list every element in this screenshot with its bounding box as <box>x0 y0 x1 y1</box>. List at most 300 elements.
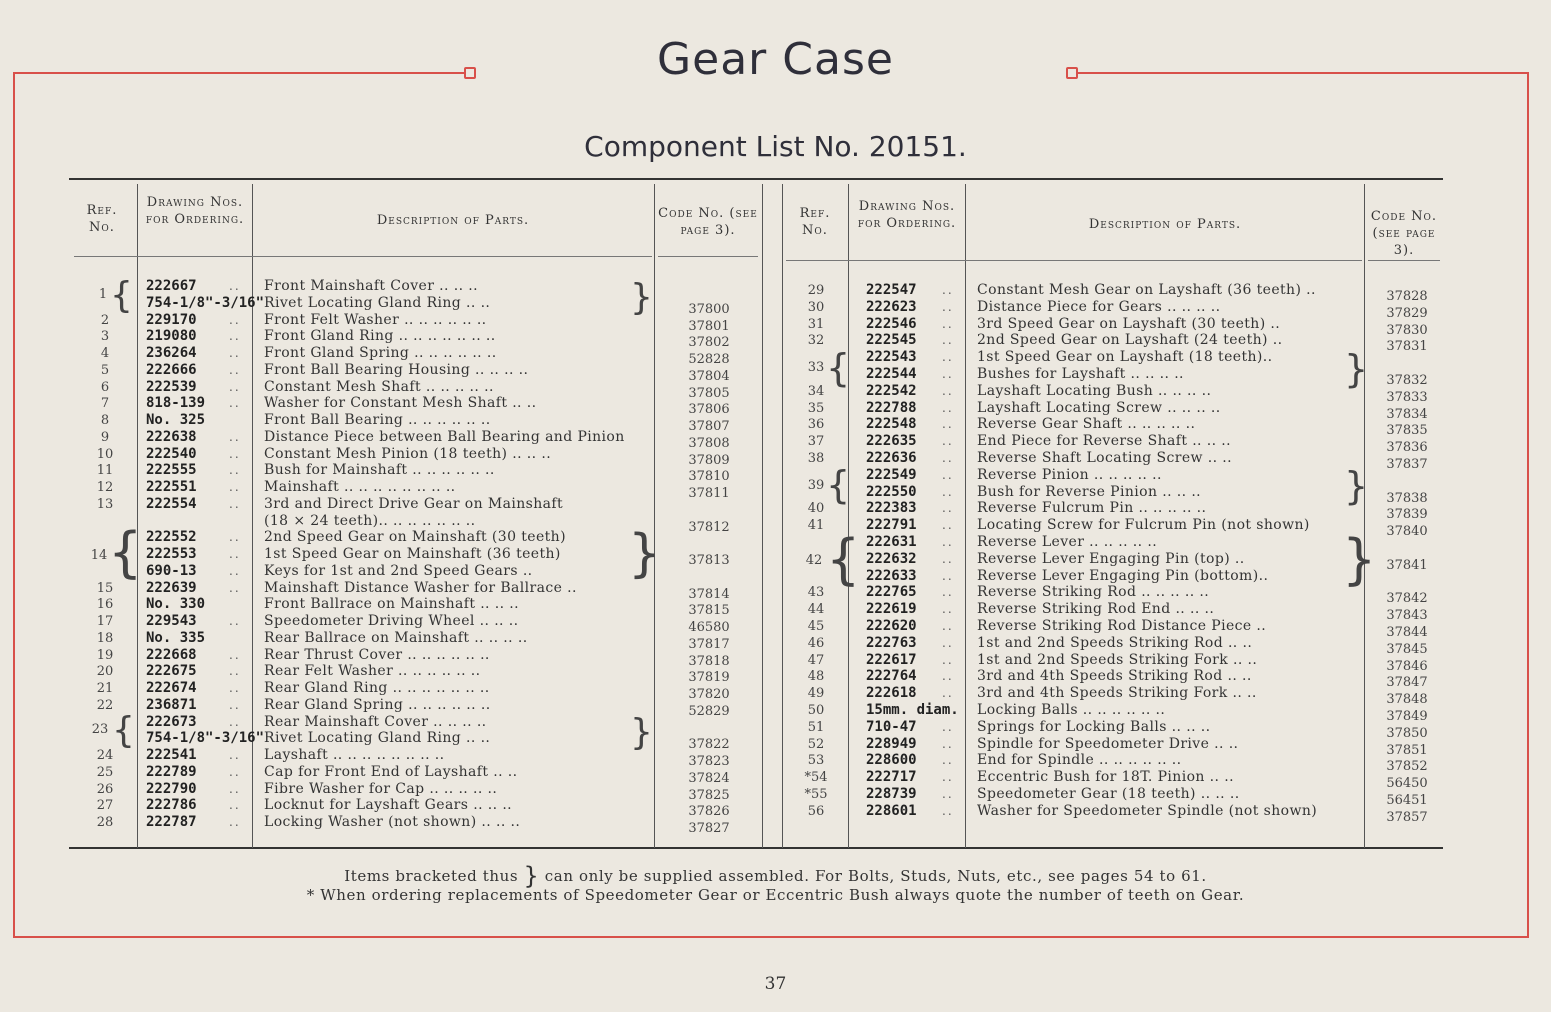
code-number-cell: 37834 <box>1386 406 1428 422</box>
ref-cell: 44 <box>807 602 825 618</box>
code-number-cell: 52828 <box>688 352 730 367</box>
part-description-cell: Rivet Locating Gland Ring .. .. <box>264 730 491 747</box>
ref-cell: 35 <box>807 400 825 416</box>
drawing-number-cell: 229170 <box>146 311 197 328</box>
drawing-number-cell: 222787 <box>146 814 197 830</box>
part-description-cell: Washer for Speedometer Spindle (not shown) <box>977 802 1318 819</box>
part-description-cell: 3rd and Direct Drive Gear on Mainshaft <box>264 495 564 512</box>
table-row <box>0 568 1551 585</box>
code-number-cell: 37809 <box>688 452 730 468</box>
part-description-cell: Constant Mesh Shaft .. .. .. .. .. <box>264 378 494 395</box>
ref-cell: 8 <box>100 413 110 428</box>
code-number-cell: 37835 <box>1386 423 1428 439</box>
code-number-cell: 37839 <box>1386 507 1428 523</box>
left-brace: { <box>826 528 861 591</box>
code-number-cell: 37851 <box>1386 742 1428 758</box>
leader-dots: .. <box>229 530 241 545</box>
code-number-cell: 37817 <box>688 636 730 652</box>
drawing-number-cell: 222547 <box>866 282 917 298</box>
drawing-number-cell: 818-139 <box>146 395 206 412</box>
leader-dots: .. <box>942 803 954 818</box>
ref-cell: 46 <box>807 635 825 651</box>
part-description-cell: Mainshaft .. .. .. .. .. .. .. .. <box>264 479 456 495</box>
part-description-cell: Bush for Mainshaft .. .. .. .. .. .. <box>264 462 495 479</box>
code-number-cell: 37847 <box>1386 675 1428 691</box>
ref-cell: 13 <box>96 496 114 512</box>
ref-cell: 52 <box>807 736 825 752</box>
leader-dots: .. <box>942 635 954 650</box>
drawing-number-cell: 222631 <box>866 534 917 550</box>
part-description-cell: Locknut for Layshaft Gears .. .. .. <box>264 797 513 814</box>
right-brace: } <box>628 524 662 584</box>
part-description-cell: 1st Speed Gear on Layshaft (18 teeth).. <box>977 349 1273 366</box>
leader-dots: .. <box>942 400 954 415</box>
footer-brace-icon: } <box>523 862 540 890</box>
drawing-number-cell: 222545 <box>866 332 917 349</box>
leader-dots: .. <box>229 396 241 411</box>
code-number-cell: 37810 <box>688 469 730 485</box>
part-description-cell: Front Ball Bearing .. .. .. .. .. .. <box>264 412 491 428</box>
drawing-number-cell: 222548 <box>866 416 917 433</box>
part-description-cell: Rear Mainshaft Cover .. .. .. .. <box>264 713 487 730</box>
ref-cell: 37 <box>807 434 825 450</box>
leader-dots: .. <box>942 535 954 549</box>
part-description-cell: Constant Mesh Pinion (18 teeth) .. .. .. <box>264 445 552 462</box>
table-row <box>0 534 1551 551</box>
code-number-cell: 37802 <box>688 335 730 351</box>
header-code-right: Code No. (see page 3). <box>1370 209 1438 258</box>
code-number-cell: 37828 <box>1386 289 1428 304</box>
leader-dots: .. <box>229 329 241 344</box>
code-number-cell: 37845 <box>1386 641 1428 657</box>
footer-note-1a: Items bracketed thus <box>344 867 519 885</box>
drawing-number-cell: 222636 <box>866 450 917 466</box>
leader-dots: .. <box>229 748 241 762</box>
drawing-number-cell: 222551 <box>146 479 197 495</box>
part-description-cell: Washer for Constant Mesh Shaft .. .. <box>264 395 537 412</box>
ref-cell: *55 <box>804 787 828 802</box>
leader-dots: .. <box>229 547 241 561</box>
part-description-cell: 2nd Speed Gear on Layshaft (24 teeth) .. <box>977 332 1283 349</box>
part-description-cell: Reverse Lever Engaging Pin (bottom).. <box>977 567 1269 584</box>
leader-dots: .. <box>229 496 241 511</box>
part-description-cell: Front Mainshaft Cover .. .. .. <box>264 278 478 294</box>
part-description-cell: 1st and 2nd Speeds Striking Fork .. .. <box>977 651 1258 668</box>
footer-note-1b: can only be supplied assembled. For Bolts, Studs, Nuts, etc., see pages 54 to 61. <box>544 867 1207 885</box>
part-description-cell: Bushes for Layshaft .. .. .. .. <box>977 366 1184 382</box>
part-description-cell: Reverse Fulcrum Pin .. .. .. .. .. <box>977 500 1207 517</box>
drawing-number-cell: 228949 <box>866 735 917 752</box>
part-description-cell: Front Gland Spring .. .. .. .. .. .. <box>264 345 497 361</box>
ref-cell: 6 <box>100 379 110 395</box>
part-description-cell: Reverse Shaft Locating Screw .. .. <box>977 450 1232 466</box>
leader-dots: .. <box>942 770 954 785</box>
left-brace: { <box>826 346 851 390</box>
leader-dots: .. <box>229 697 241 712</box>
drawing-number-cell: 219080 <box>146 328 197 345</box>
drawing-number-cell: 222788 <box>866 399 917 416</box>
ref-cell: 11 <box>96 463 114 479</box>
code-number-cell: 37843 <box>1386 608 1428 624</box>
part-description-cell: Reverse Lever .. .. .. .. .. <box>977 534 1158 550</box>
drawing-number-cell: 222790 <box>146 780 197 797</box>
header-underline <box>74 256 652 257</box>
group-ref-39: 39 <box>807 478 825 493</box>
drawing-number-cell: 236871 <box>146 696 197 713</box>
code-number-cell: 37840 <box>1386 524 1428 540</box>
code-number-cell: 52829 <box>688 703 730 719</box>
part-description-cell: Reverse Gear Shaft .. .. .. .. .. <box>977 416 1196 433</box>
header-code-left: Code No. (see page 3). <box>658 206 758 238</box>
right-brace: } <box>630 277 653 318</box>
part-description-cell: Speedometer Gear (18 teeth) .. .. .. <box>977 786 1240 802</box>
part-description-cell: Front Ball Bearing Housing .. .. .. .. <box>264 361 529 378</box>
ref-cell: 15 <box>96 580 114 596</box>
leader-dots: .. <box>942 518 954 533</box>
leader-dots: .. <box>942 602 954 617</box>
header-description-left: Description of Parts. <box>376 213 530 228</box>
ref-cell: 2 <box>100 312 110 328</box>
code-number-cell: 37811 <box>688 486 730 501</box>
drawing-number-cell: 222541 <box>146 747 197 763</box>
part-description-cell: Reverse Striking Rod .. .. .. .. .. <box>977 584 1210 601</box>
drawing-number-cell: 222620 <box>866 618 917 634</box>
ref-cell: 34 <box>807 383 825 399</box>
leader-dots: .. <box>942 467 954 482</box>
leader-dots: .. <box>942 367 954 381</box>
drawing-number-cell: 222546 <box>866 315 917 332</box>
part-description-cell: Rear Thrust Cover .. .. .. .. .. .. <box>264 646 490 663</box>
ref-cell: 36 <box>807 417 825 433</box>
leader-dots: .. <box>229 580 241 595</box>
part-description-cell: Rear Gland Spring .. .. .. .. .. .. <box>264 696 491 713</box>
drawing-number-cell: 222553 <box>146 546 197 562</box>
leader-dots: .. <box>942 568 954 583</box>
leader-dots: .. <box>229 463 241 478</box>
leader-dots: .. <box>229 563 241 578</box>
leader-dots: .. <box>229 764 241 779</box>
code-number-cell: 37812 <box>688 519 730 535</box>
code-number-cell: 37829 <box>1386 305 1428 321</box>
drawing-number-cell: 15mm. diam. <box>866 702 959 718</box>
code-number-cell: 37838 <box>1386 490 1428 506</box>
drawing-number-cell: 222638 <box>146 428 197 445</box>
part-description-cell: Mainshaft Distance Washer for Ballrace .. <box>264 579 577 596</box>
code-number-cell: 37800 <box>688 301 730 317</box>
header-ref-left: Ref. No. <box>86 203 118 235</box>
ref-cell: 49 <box>807 686 825 702</box>
ref-cell: 51 <box>807 719 825 735</box>
drawing-number-cell: 228601 <box>866 802 917 819</box>
drawing-number-cell: 222540 <box>146 445 197 462</box>
code-number-cell: 37833 <box>1386 389 1428 405</box>
table-row <box>0 467 1551 484</box>
ref-cell: 18 <box>96 630 114 646</box>
code-number-cell: 37844 <box>1386 625 1428 640</box>
drawing-number-cell: 228600 <box>866 752 917 769</box>
header-ref-right: Ref. No. <box>799 206 831 238</box>
part-description-cell: Locking Washer (not shown) .. .. .. <box>264 814 521 830</box>
code-number-cell: 37818 <box>688 653 730 669</box>
part-description-cell: Speedometer Driving Wheel .. .. .. <box>264 613 519 629</box>
part-description-cell: Reverse Striking Rod Distance Piece .. <box>977 618 1267 634</box>
ref-cell: 24 <box>96 748 114 763</box>
ref-cell: 9 <box>100 429 110 445</box>
group-ref-42: 42 <box>805 553 823 568</box>
leader-dots: .. <box>942 316 954 331</box>
ref-cell: 41 <box>807 518 825 534</box>
drawing-number-cell: 222552 <box>146 529 197 546</box>
ref-cell: 29 <box>807 283 825 298</box>
code-number-cell: 37850 <box>1386 725 1428 741</box>
part-description-cell: Rear Ballrace on Mainshaft .. .. .. .. <box>264 629 528 646</box>
ref-cell: 21 <box>96 681 114 696</box>
ref-cell: 50 <box>807 703 825 718</box>
ref-cell: 38 <box>807 451 825 466</box>
code-number-cell: 37841 <box>1386 557 1428 573</box>
leader-dots: .. <box>942 383 954 398</box>
ref-cell: 43 <box>807 585 825 601</box>
part-description-cell: 1st Speed Gear on Mainshaft (36 teeth) <box>264 546 561 562</box>
leader-dots: .. <box>942 585 954 600</box>
leader-dots: .. <box>229 446 241 461</box>
code-number-cell: 37814 <box>688 586 730 602</box>
code-number-cell: 37822 <box>688 737 730 753</box>
header-description-right: Description of Parts. <box>1088 217 1242 232</box>
leader-dots: .. <box>942 434 954 449</box>
drawing-number-cell: No. 325 <box>146 412 206 428</box>
leader-dots: .. <box>229 714 241 729</box>
drawing-number-cell: 222623 <box>866 298 917 315</box>
code-number-cell: 37808 <box>688 435 730 451</box>
ref-cell: 45 <box>807 619 825 634</box>
right-brace: } <box>1344 347 1369 391</box>
drawing-number-cell: 222639 <box>146 579 197 596</box>
part-description-cell: Front Ballrace on Mainshaft .. .. .. <box>264 596 520 613</box>
part-description-cell: Keys for 1st and 2nd Speed Gears .. <box>264 562 533 579</box>
part-description-cell: Front Felt Washer .. .. .. .. .. .. <box>264 311 487 328</box>
part-description-cell: End Piece for Reverse Shaft .. .. .. <box>977 433 1232 450</box>
ref-cell: 56 <box>807 803 825 819</box>
group-ref-1: 1 <box>98 287 108 302</box>
ref-cell: 53 <box>807 753 825 769</box>
part-description-cell: Rear Felt Washer .. .. .. .. .. .. <box>264 663 481 680</box>
ref-cell: 22 <box>96 697 114 713</box>
header-drawing-left: Drawing Nos. for Ordering. <box>145 195 245 227</box>
code-number-cell: 37820 <box>688 687 730 702</box>
drawing-number-cell: 690-13 <box>146 562 197 579</box>
part-description-cell: Distance Piece between Ball Bearing and Pinion <box>264 428 625 445</box>
drawing-number-cell: 754-1/8"-3/16" <box>146 294 265 311</box>
code-number-cell: 37823 <box>688 754 730 769</box>
left-brace: { <box>826 463 851 507</box>
code-number-cell: 37815 <box>688 603 730 619</box>
code-number-cell: 37806 <box>688 402 730 418</box>
code-number-cell: 46580 <box>688 620 730 635</box>
drawing-number-cell: 222539 <box>146 378 197 395</box>
code-number-cell: 56451 <box>1386 793 1428 808</box>
ref-cell: 31 <box>807 316 825 332</box>
drawing-number-cell: 710-47 <box>866 718 917 735</box>
code-number-cell: 37831 <box>1386 339 1428 355</box>
drawing-number-cell: 222632 <box>866 550 917 567</box>
drawing-number-cell: 222764 <box>866 668 917 685</box>
part-description-cell: Layshaft .. .. .. .. .. .. .. .. <box>264 747 445 763</box>
code-number-cell: 56450 <box>1386 776 1428 792</box>
leader-dots: .. <box>229 362 241 377</box>
code-number-cell: 37804 <box>688 368 730 384</box>
leader-dots: .. <box>942 501 954 516</box>
code-number-cell: 37836 <box>1386 440 1428 456</box>
part-description-cell: Layshaft Locating Screw .. .. .. .. <box>977 399 1221 416</box>
group-ref-23: 23 <box>91 722 109 737</box>
drawing-number-cell: 222717 <box>866 769 917 786</box>
left-brace: { <box>112 710 135 751</box>
leader-dots: .. <box>942 619 954 633</box>
part-description-cell: Front Gland Ring .. .. .. .. .. .. .. <box>264 328 496 345</box>
drawing-number-cell: 222555 <box>146 462 197 479</box>
part-description-cell: Reverse Striking Rod End .. .. .. <box>977 601 1215 618</box>
code-number-cell: 37842 <box>1386 591 1428 607</box>
drawing-number-cell: 222674 <box>146 680 197 696</box>
right-brace: } <box>1342 528 1377 591</box>
code-number-cell: 37827 <box>688 821 730 836</box>
drawing-number-cell: No. 335 <box>146 629 206 646</box>
drawing-number-cell: 222786 <box>146 797 197 814</box>
leader-dots: .. <box>229 815 241 829</box>
drawing-number-cell: 222619 <box>866 601 917 618</box>
leader-dots: .. <box>942 333 954 348</box>
ref-cell: *54 <box>804 770 828 786</box>
part-description-cell: End for Spindle .. .. .. .. .. .. <box>977 752 1182 769</box>
page-number: 37 <box>764 974 787 994</box>
leader-dots: .. <box>229 312 241 327</box>
part-description-cell: Constant Mesh Gear on Layshaft (36 teeth) .. <box>977 282 1316 298</box>
drawing-number-cell: 222635 <box>866 433 917 450</box>
leader-dots: .. <box>942 484 954 499</box>
ref-cell: 5 <box>100 362 110 378</box>
drawing-number-cell: 236264 <box>146 345 197 361</box>
ref-cell: 27 <box>96 798 114 814</box>
part-description-cell: 3rd Speed Gear on Layshaft (30 teeth) .. <box>977 315 1281 332</box>
code-number-cell: 37830 <box>1386 322 1428 338</box>
ref-cell: 26 <box>96 781 114 797</box>
leader-dots: .. <box>942 787 954 801</box>
drawing-number-cell: 222791 <box>866 517 917 534</box>
drawing-number-cell: 222789 <box>146 763 197 780</box>
leader-dots: .. <box>942 686 954 701</box>
code-number-cell: 37825 <box>688 787 730 803</box>
header-underline <box>1368 260 1440 261</box>
drawing-number-cell: 222765 <box>866 584 917 601</box>
part-description-cell: Spindle for Speedometer Drive .. .. <box>977 735 1239 752</box>
drawing-number-cell: 229543 <box>146 613 197 629</box>
part-description-cell: Layshaft Locating Bush .. .. .. .. <box>977 382 1212 399</box>
code-number-cell: 37849 <box>1386 709 1428 724</box>
leader-dots: .. <box>229 781 241 796</box>
right-brace: } <box>1344 464 1369 508</box>
drawing-number-cell: 222542 <box>866 382 917 399</box>
drawing-number-cell: 222668 <box>146 646 197 663</box>
drawing-number-cell: 754-1/8"-3/16" <box>146 730 265 747</box>
leader-dots: .. <box>229 614 241 628</box>
ref-cell: 16 <box>96 597 114 613</box>
part-description-cell: (18 × 24 teeth).. .. .. .. .. .. .. <box>264 512 476 529</box>
drawing-number-cell: 222550 <box>866 483 917 500</box>
ref-cell: 47 <box>807 652 825 668</box>
part-description-cell: Rivet Locating Gland Ring .. .. <box>264 294 491 311</box>
leader-dots: .. <box>942 669 954 684</box>
group-ref-14: 14 <box>90 548 108 563</box>
leader-dots: .. <box>229 480 241 494</box>
drawing-number-cell: No. 330 <box>146 596 206 613</box>
ref-cell: 4 <box>100 346 110 361</box>
leader-dots: .. <box>229 279 241 293</box>
right-brace: } <box>630 712 653 753</box>
code-number-cell: 37801 <box>688 318 730 334</box>
code-number-cell: 37813 <box>688 553 730 568</box>
header-drawing-right: Drawing Nos. for Ordering. <box>857 199 957 231</box>
part-description-cell: Locking Balls .. .. .. .. .. .. <box>977 702 1166 718</box>
ref-cell: 10 <box>96 446 114 462</box>
code-number-cell: 37805 <box>688 385 730 401</box>
drawing-number-cell: 222618 <box>866 685 917 702</box>
leader-dots: .. <box>942 736 954 751</box>
leader-dots: .. <box>942 652 954 667</box>
drawing-number-cell: 222667 <box>146 278 197 294</box>
drawing-number-cell: 222633 <box>866 567 917 584</box>
ref-cell: 48 <box>807 669 825 685</box>
group-ref-33: 33 <box>807 360 825 375</box>
code-number-cell: 37824 <box>688 770 730 786</box>
drawing-number-cell: 222763 <box>866 634 917 651</box>
part-description-cell: Eccentric Bush for 18T. Pinion .. .. <box>977 769 1234 786</box>
part-description-cell: Bush for Reverse Pinion .. .. .. <box>977 483 1202 500</box>
header-underline <box>786 260 1362 261</box>
ref-cell: 40 <box>807 501 825 517</box>
code-number-cell: 37846 <box>1386 658 1428 674</box>
leader-dots: .. <box>942 283 954 297</box>
leader-dots: .. <box>229 681 241 695</box>
ref-cell: 30 <box>807 299 825 315</box>
leader-dots: .. <box>229 647 241 662</box>
table-row <box>0 349 1551 366</box>
ref-cell: 20 <box>96 664 114 680</box>
ref-cell: 7 <box>100 396 110 412</box>
ref-cell: 12 <box>96 480 114 495</box>
code-number-cell: 37837 <box>1386 457 1428 472</box>
drawing-number-cell: 222666 <box>146 361 197 378</box>
part-description-cell: Fibre Washer for Cap .. .. .. .. .. <box>264 780 498 797</box>
part-description-cell: Locating Screw for Fulcrum Pin (not shown) <box>977 517 1310 534</box>
drawing-number-cell: 222675 <box>146 663 197 680</box>
part-description-cell: Reverse Lever Engaging Pin (top) .. <box>977 550 1245 567</box>
part-description-cell: Cap for Front End of Layshaft .. .. <box>264 763 518 780</box>
leader-dots: .. <box>229 379 241 394</box>
drawing-number-cell: 228739 <box>866 786 917 802</box>
leader-dots: .. <box>229 798 241 813</box>
part-description-cell: Springs for Locking Balls .. .. .. <box>977 718 1211 735</box>
ref-cell: 17 <box>96 614 114 629</box>
drawing-number-cell: 222673 <box>146 713 197 730</box>
drawing-number-cell: 222544 <box>866 366 917 382</box>
leader-dots: .. <box>942 350 954 365</box>
leader-dots: .. <box>229 346 241 360</box>
leader-dots: .. <box>942 551 954 566</box>
leader-dots: .. <box>942 299 954 314</box>
code-number-cell: 37852 <box>1386 759 1428 775</box>
part-description-cell: Reverse Pinion .. .. .. .. .. <box>977 466 1162 483</box>
